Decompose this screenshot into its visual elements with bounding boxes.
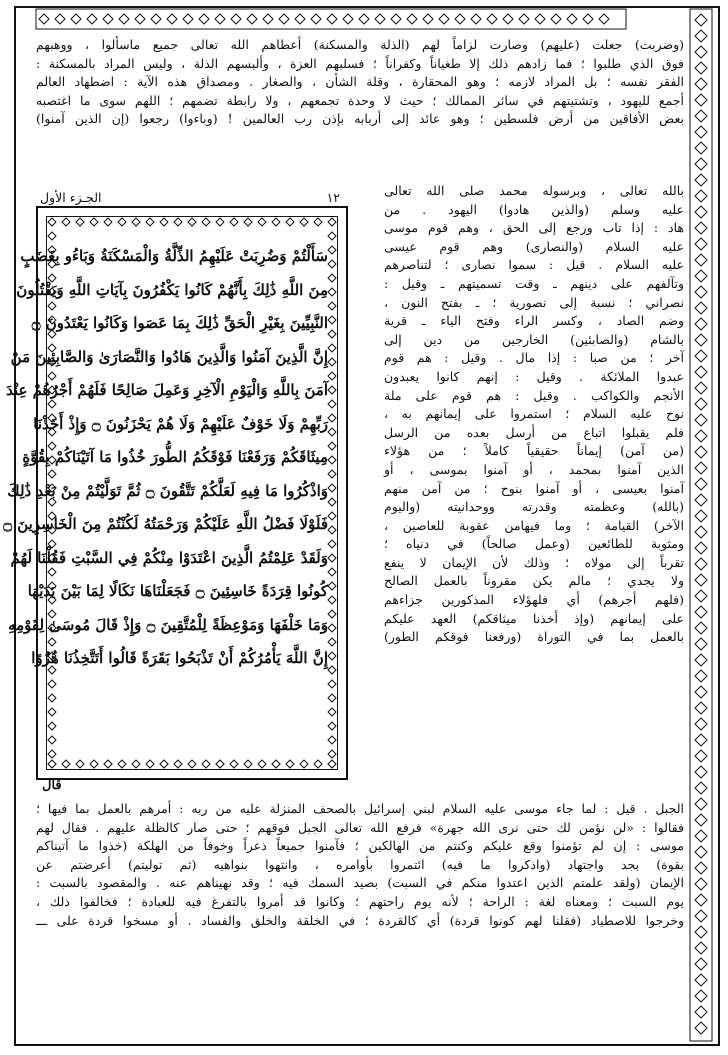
border-motif (695, 558, 707, 570)
border-motif (695, 686, 707, 698)
verse-line: وَلَقَدْ عَلِمْتُمُ الَّذِينَ اعْتَدَوْا مِنْكُمْ فِي السَّبْتِ فَقُلْنَا لَهُمْ (10, 548, 328, 567)
commentary-line: فوق الذي طلبوا ؛ فما زادهم ذلك إلا طغياناً وكفراناً ؛ فسلبهم العزة ، وألبسهم الذلة ، وليس المراد بالمسكنة : (36, 55, 684, 71)
border-motif (695, 574, 707, 586)
border-motif (695, 398, 707, 410)
commentary-line: الآخر) القيامة ؛ وما فيهامن عقوبة للعاصين ، (384, 517, 684, 533)
border-motif (695, 942, 707, 954)
commentary-line: بالله تعالى ، وبرسوله محمد صلى الله تعالى (384, 183, 684, 198)
border-motif (695, 174, 707, 186)
commentary-line: عليه وسلم (والذين هادوا) اليهود . من (384, 201, 684, 217)
border-motif (135, 14, 145, 24)
commentary-line: (بالله) وعظمته وقدرته ووحدانيته (واليوم (384, 499, 684, 515)
commentary-line: الذين آمنوا بمحمد ، أو آمنوا بموسى ، أو (384, 461, 684, 477)
border-motif (695, 78, 707, 90)
border-motif (103, 14, 113, 24)
border-motif (695, 110, 707, 122)
border-motif (423, 14, 433, 24)
border-motif (215, 14, 225, 24)
commentary-line: هاد : إذا تاب ورجع إلى الحق ، وهم قوم موسى (384, 220, 684, 236)
border-motif (695, 894, 707, 906)
border-motif (695, 782, 707, 794)
commentary-line: وضم الصاد ، وكسر الراء وفتح الياء ـ قرية (384, 313, 684, 329)
border-motif (695, 638, 707, 650)
border-motif (695, 46, 707, 58)
border-motif (695, 286, 707, 298)
commentary-line: تقرباً إلى مولاه ؛ وذلك لأن الإيمان لا ينفع (384, 554, 684, 570)
commentary-line: آخر ؛ من صبا : إذا مال . وقيل : هم قوم (384, 350, 684, 366)
border-motif (231, 14, 241, 24)
commentary-line: ولا يجدي ؛ مالم يكن مقروناً بالعمل الصالح (384, 573, 684, 589)
border-motif (695, 606, 707, 618)
border-motif (695, 654, 707, 666)
commentary-line: وتآلفهم على دينهم ـ وقت تسميتهم ـ وقيل : (384, 275, 684, 291)
commentary-line: الجبل . قيل : لما جاء موسى عليه السلام لبني إسرائيل بالصحف المنزلة عليه من ربه : أمرهم بالعمل بما فيها ؛ (36, 801, 684, 816)
border-motif (695, 30, 707, 42)
border-motif (183, 14, 193, 24)
border-motif (695, 974, 707, 986)
border-motif (695, 222, 707, 234)
border-motif (695, 862, 707, 874)
border-motif (391, 14, 401, 24)
commentary-line: موسى : إن لم تؤمنوا وقع عليكم وكنتم من الهالكين ؛ فآمنوا جميعاً ذعراً وخوفاً من الهلكة (خذوا ما آتيناكم (36, 838, 684, 854)
commentary-line: يوم السبت ؛ ومعناه لغة : الراحة ؛ لأنه يوم راحتهم ؛ وكانوا قد أمروا بالتفرغ فيه للعبادة ؛ فخالفوا ذلك ، (36, 893, 684, 909)
border-motif (695, 62, 707, 74)
border-motif (695, 430, 707, 442)
border-motif (87, 14, 97, 24)
border-motif (695, 1022, 707, 1034)
border-motif (695, 814, 707, 826)
commentary-line: نوح عليه السلام ؛ استمروا على إيمانهم به ، (384, 406, 684, 422)
commentary-line: آمنوا بعيسى ، أو آمنوا بنوح ؛ من آمن منهم (384, 480, 684, 496)
border-motif (695, 350, 707, 362)
border-motif (519, 14, 529, 24)
verse-line: وَمَا خَلْفَهَا وَمَوْعِظَةً لِلْمُتَّقِينَ ۝ وَإِذْ قَالَ مُوسَىٰ لِقَوْمِهِ (8, 615, 328, 634)
commentary-line: عليه السلام . قيل : سموا نصارى ؛ لتناصرهم (384, 257, 684, 273)
commentary-line: على إيمانهم (وإذ أخذنا ميثاقكم) العهد عليكم (384, 610, 684, 626)
border-motif (455, 14, 465, 24)
border-motif (375, 14, 385, 24)
part-title: الجـزء الأول (40, 190, 102, 205)
border-motif (695, 318, 707, 330)
border-motif (695, 238, 707, 250)
border-motif (695, 270, 707, 282)
commentary-right-column (384, 182, 684, 647)
border-motif (695, 382, 707, 394)
commentary-line: الأنجم والكواكب . وقيل : هم قوم على ملة (384, 387, 684, 403)
border-motif (599, 14, 609, 24)
verse-line: وَاذْكُرُوا مَا فِيهِ لَعَلَّكُمْ تَتَّقُونَ ۝ ثُمَّ تَوَلَّيْتُمْ مِنْ بَعْدِ ذَٰلِكَ (7, 481, 328, 500)
catchword: قال (42, 778, 62, 793)
commentary-line: أجمع لليهود ، وتشتيتهم في سائر الممالك ؛ حيث لا وحدة تجمعهم ، ولا رابطة تضمهم ؛ اللهم سوى ما اغتصبه (36, 92, 684, 108)
border-motif (695, 94, 707, 106)
commentary-top (36, 36, 684, 129)
commentary-line: فقالوا : «لن نؤمن لك حتى نرى الله جهرة» فرفع الله تعالى الجبل فوقهم ؛ حتى صار كالظلة عليهم . فقال لهم (36, 819, 684, 835)
border-motif (279, 14, 289, 24)
border-motif (359, 14, 369, 24)
border-motif (695, 126, 707, 138)
commentary-line: بالشام (والصابئين) الخارجين من دين إلى (384, 331, 684, 347)
border-motif (695, 830, 707, 842)
border-motif (695, 1006, 707, 1018)
border-motif (55, 14, 65, 24)
border-motif (695, 670, 707, 682)
commentary-line: (فلهم أجرهم) أي فلهؤلاء المذكورين جزاءهم (384, 592, 684, 608)
border-motif (695, 798, 707, 810)
border-motif (199, 14, 209, 24)
commentary-line: بالعمل بما في التوراة (ورفعنا فوقكم الطور) (384, 629, 684, 645)
border-motif (695, 254, 707, 266)
border-motif (695, 366, 707, 378)
border-motif (695, 190, 707, 202)
border-motif (503, 14, 513, 24)
commentary-line: فلم يقبلوا اتباع من أرسل بعده من الرسل (384, 424, 684, 440)
commentary-line: نصراني ؛ نسبة إلى نصورية ؛ ـ بفتح النون ، (384, 294, 684, 310)
border-motif (327, 14, 337, 24)
border-motif (695, 622, 707, 634)
border-motif (487, 14, 497, 24)
verse-line: النَّبِيِّينَ بِغَيْرِ الْحَقِّ ذَٰلِكَ بِمَا عَصَوا وَكَانُوا يَعْتَدُونَ ۝ (31, 314, 328, 332)
border-motif (551, 14, 561, 24)
border-motif (695, 462, 707, 474)
border-motif (263, 14, 273, 24)
border-motif (695, 926, 707, 938)
border-motif (695, 878, 707, 890)
border-motif (71, 14, 81, 24)
commentary-line: الفقر نفسه ؛ بل المراد لازمه ؛ وهو المحقارة ، وقلة الشأن ، والصغار . ومصداق هذه الآية : اضطهاد العالم (36, 74, 684, 90)
border-motif (247, 14, 257, 24)
border-motif (695, 958, 707, 970)
border-motif (695, 446, 707, 458)
commentary-line: عليه السلام (والنصارى) وهم قوم عيسى (384, 238, 684, 254)
border-motif (695, 14, 707, 26)
border-motif (695, 702, 707, 714)
border-motif (695, 766, 707, 778)
border-motif (695, 526, 707, 538)
commentary-line: ومثوبة للطائعين (وعمل صالحاً) في دنياه ؛ (384, 536, 684, 552)
border-motif (151, 14, 161, 24)
border-motif (695, 750, 707, 762)
border-motif (695, 334, 707, 346)
border-motif (567, 14, 577, 24)
page-number: ١٢ (326, 190, 340, 205)
border-motif (535, 14, 545, 24)
border-motif (695, 494, 707, 506)
commentary-line: (من آمن) إيماناً حقيقياً كاملاً ؛ من هؤلاء (384, 443, 684, 459)
verse-line: رَبِّهِمْ وَلَا خَوْفٌ عَلَيْهِمْ وَلَا هُمْ يَحْزَنُونَ ۝ وَإِذْ أَخَذْنَا (33, 414, 328, 433)
verse-line: إِنَّ اللَّهَ يَأْمُرُكُمْ أَنْ تَذْبَحُوا بَقَرَةً قَالُوا أَتَتَّخِذُنَا هُزُوًا (31, 649, 328, 667)
verse-line: مِنَ اللَّهِ ذَٰلِكَ بِأَنَّهُمْ كَانُوا يَكْفُرُونَ بِآيَاتِ اللَّهِ وَيَقْتُلُونَ (16, 280, 328, 299)
commentary-line: عبدوا الملائكة . وقيل : إنهم كانوا يعبدون (384, 368, 684, 384)
border-motif (695, 734, 707, 746)
verse-line: إِنَّ الَّذِينَ آمَنُوا وَالَّذِينَ هَادُوا وَالنَّصَارَىٰ وَالصَّابِئِينَ مَنْ (10, 347, 328, 366)
commentary-line: (وضربت) جعلت (عليهم) وصارت لزاماً لهم (الذلة والمسكنة) أعطاهم الله تعالى جميع ماسألوا ، ووهبهم (36, 37, 684, 52)
border-motif (295, 14, 305, 24)
border-motif (695, 718, 707, 730)
border-motif (695, 990, 707, 1002)
border-motif (695, 510, 707, 522)
border-motif (471, 14, 481, 24)
verse-line: مِيثَاقَكُمْ وَرَفَعْنَا فَوْقَكُمُ الطُّورَ خُذُوا مَا آتَيْنَاكُمْ بِقُوَّةٍ (22, 448, 328, 466)
border-motif (583, 14, 593, 24)
border-motif (39, 14, 49, 24)
border-motif (695, 910, 707, 922)
border-motif (695, 542, 707, 554)
border-motif (695, 478, 707, 490)
border-motif (167, 14, 177, 24)
border-motif (695, 414, 707, 426)
verse-line: فَلَوْلَا فَضْلُ اللَّهِ عَلَيْكُمْ وَرَحْمَتُهُ لَكُنْتُمْ مِنَ الْخَاسِرِينَ ۝ (3, 515, 328, 533)
border-motif (311, 14, 321, 24)
verse-line: آمَنَ بِاللَّهِ وَالْيَوْمِ الْآخِرِ وَعَمِلَ صَالِحًا فَلَهُمْ أَجْرُهُمْ عِنْدَ (6, 381, 328, 399)
border-motif (695, 206, 707, 218)
commentary-line: الإيمان (ولقد علمتم الذين اعتدوا منكم في السبت) بصيد السمك فيه ؛ وقد نهيناهم عنه . والمقصود بالسبت : (36, 875, 684, 891)
verse-line: كُونُوا قِرَدَةً خَاسِئِينَ ۝ فَجَعَلْنَاهَا نَكَالًا لِمَا بَيْنَ يَدَيْهَا (27, 582, 328, 600)
verse-line: سَأَلْتُمْ وَضُرِبَتْ عَلَيْهِمُ الذِّلَّةُ وَالْمَسْكَنَةُ وَبَاءُو بِغَضَبٍ (20, 247, 328, 265)
commentary-line: وخرجوا للاصطياد (فقلنا لهم كونوا قردة) أي كالقردة ؛ في الخلقة والخلق والفساد . أو مسخوا قردة على ـــ (36, 912, 684, 928)
quran-verses (3, 240, 328, 676)
border-motif (439, 14, 449, 24)
border-motif (695, 302, 707, 314)
border-motif (695, 158, 707, 170)
commentary-line: بقوة) بجد واجتهاد (واذكروا ما فيه) ائتمروا بأوامره ، وانتهوا بنواهيه (ثم توليتم) أعرضتم عن (36, 856, 684, 872)
border-motif (119, 14, 129, 24)
border-motif (695, 590, 707, 602)
quran-page-header (40, 190, 340, 205)
border-motif (343, 14, 353, 24)
border-motif (695, 846, 707, 858)
border-motif (695, 142, 707, 154)
commentary-bottom (36, 800, 684, 930)
commentary-line: بعض الأفاقين من أرض فلسطين ؛ وهو عائد إلى أربابه بإذن رب العالمين ! (وباءوا) رجعوا (إن الذين آمنوا) (36, 111, 684, 127)
border-motif (407, 14, 417, 24)
